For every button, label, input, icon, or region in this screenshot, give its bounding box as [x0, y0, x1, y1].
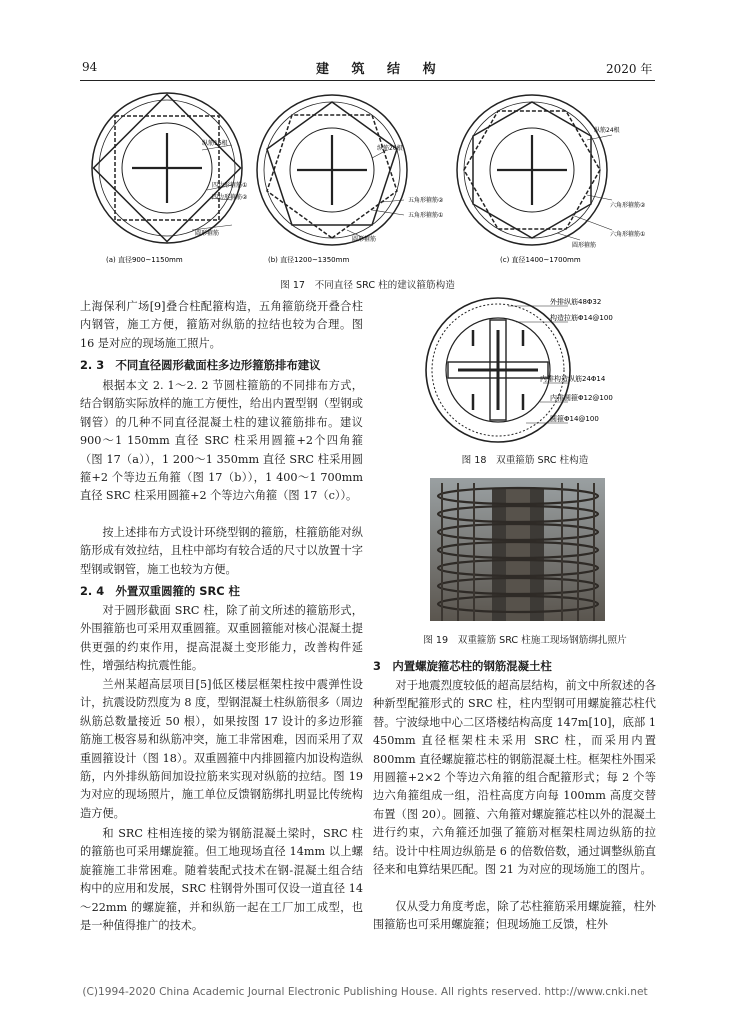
issue-year: 2020 年	[606, 62, 653, 76]
fig19-photo	[430, 478, 605, 621]
fig18-caption: 图 18 双重箍筋 SRC 柱构造	[461, 455, 589, 466]
fig17a-label-3: 圆形箍筋	[195, 230, 220, 237]
fig17a-sublabel: (a) 直径900~1150mm	[106, 256, 183, 264]
fig17c-drawing	[457, 95, 607, 245]
fig17c-label-2: 六角形箍筋①	[610, 231, 646, 238]
fig17b-label-3: 圆形箍筋	[352, 236, 377, 243]
left-para-6: 和 SRC 柱相连接的梁为钢筋混凝土梁时，SRC 柱的箍筋也可采用螺旋箍。但工地现场直径 14mm 以上螺旋箍施工非常困难。随着装配式技术在钢-混凝土组合结构中的应用和发展，SRC 柱钢骨外围可仅设一道直径 14～22mm 的螺旋箍，并和纵筋一起在工厂加工成型，也是一种值得推广的技术。	[80, 827, 363, 933]
fig17b-sublabel: (b) 直径1200~1350mm	[268, 256, 350, 264]
fig17c-label-0: 纵筋24根	[594, 127, 620, 134]
fig17b-label-0: 纵筋20根	[377, 145, 403, 152]
journal-title: 建 筑 结 构	[316, 62, 445, 77]
fig17b-label-2: 五角形箍筋①	[408, 212, 444, 219]
left-para-4: 对于圆形截面 SRC 柱，除了前文所述的箍筋形式，外围箍筋也可采用双重圆箍。双重圆箍能对核心混凝土提供更强的约束作用，提高混凝土变形能力，改善构件延性，增强结构抗震性能。	[80, 604, 363, 673]
fig17a-label-0: 纵筋16根	[202, 140, 228, 147]
figure-17	[82, 90, 657, 270]
fig17c-label-1: 六角形箍筋②	[610, 202, 646, 209]
fig19-caption: 图 19 双重箍筋 SRC 柱施工现场钢筋绑扎照片	[423, 635, 627, 646]
right-para-1: 对于地震烈度较低的超高层结构，前文中所叙述的各种新型配箍形式的 SRC 柱，柱内型钢可用螺旋箍芯柱代替。宁波绿地中心二区塔楼结构高度 147m[10]，底部 1 450mm 直径框架柱未采用 SRC 柱，而采用内置 800mm 直径螺旋箍芯柱的钢筋混凝土柱。框架柱外围采用圆箍+2×2 个等边六角箍的组合配箍形式；每 2 个等边六角箍组成一组，沿柱高度方向每 100mm 高度交替布置（图 20）。圆箍、六角箍对螺旋箍芯柱以外的混凝土进行约束，六角箍还加强了箍筋对框架柱周边纵筋的拉结。设计中柱周边纵筋是 6 的倍数倍数，通过调整纵筋直径来和电算结果匹配。图 21 为对应的现场施工的图片。	[373, 679, 656, 877]
fig18-label-4: 圆箍Φ14@100	[550, 415, 599, 423]
fig17-caption: 图 17 不同直径 SRC 柱的建议箍筋构造	[280, 280, 455, 291]
fig17c-label-3: 圆形箍筋	[572, 242, 597, 249]
fig18-leaders	[508, 306, 568, 423]
fig17c-sublabel: (c) 直径1400~1700mm	[500, 256, 581, 264]
figure-18	[418, 290, 638, 448]
fig18-label-3: 内排圆箍Φ12@100	[550, 394, 613, 402]
left-para-1: 上海保利广场[9]叠合柱配箍构造，五角箍筋绕开叠合柱内钢管，施工方便，箍筋对纵筋的拉结也较为合理。图 16 是对应的现场施工照片。	[80, 300, 363, 350]
left-para-2: 根据本文 2. 1～2. 2 节圆柱箍筋的不同排布方式，结合钢筋实际放样的施工方便性，给出内置型钢（型钢或钢管）的几种不同直径混凝土柱的建议箍筋排布。建议 900～1 150mm 直径 SRC 柱采用圆箍+2个四角箍（图 17（a）），1 200～1 350mm 直径 SRC 柱采用圆箍+2 个等边五角箍（图 17（b）），1 400～1 700mm直径 SRC 柱采用圆箍+2 个等边六角箍（图 17（c））。	[80, 379, 363, 503]
right-para-2: 仅从受力角度考虑，除了芯柱箍筋采用螺旋箍，柱外围箍筋也可采用螺旋箍；但现场施工反馈，柱外	[373, 900, 656, 932]
section-2-3-heading: 2. 3 不同直径圆形截面柱多边形箍筋排布建议	[80, 358, 321, 372]
fig17a-drawing	[92, 93, 242, 243]
section-2-4-heading: 2. 4 外置双重圆箍的 SRC 柱	[80, 584, 240, 598]
fig17b-drawing	[257, 95, 407, 245]
fig18-drawing	[426, 298, 570, 442]
fig17b-label-1: 五角形箍筋②	[408, 197, 444, 204]
fig18-label-2: 内排构造纵筋24Φ14	[540, 375, 606, 383]
fig18-label-1: 构造拉筋Φ14@100	[550, 314, 613, 322]
fig17a-label-2: 四边形箍筋②	[212, 194, 248, 201]
fig18-label-0: 外排纵筋48Φ32	[550, 298, 602, 306]
section-3-heading: 3 内置螺旋箍芯柱的钢筋混凝土柱	[373, 659, 552, 673]
copyright-footer: (C)1994-2020 China Academic Journal Electronic Publishing House. All rights reserved. http://www.cnki.net	[82, 986, 648, 998]
header-rule	[80, 80, 655, 81]
left-para-5: 兰州某超高层项目[5]低区楼层框架柱按中震弹性设计，抗震设防烈度为 8 度，型钢混凝土柱纵筋很多（周边纵筋总数量接近 50 根），如果按图 17 设计的多边形箍筋施工极容易和纵筋冲突，施工非常困难，因而采用了双重圆箍设计（图 18）。双重圆箍中内排圆箍内加设构造纵筋，内外排纵筋间加设拉筋来实现对纵筋的拉结。图 19 为对应的现场照片，施工单位反馈钢筋绑扎明显比传统构造方便。	[80, 678, 363, 820]
fig17a-label-1: 四边形箍筋①	[212, 182, 248, 189]
left-para-3: 按上述排布方式设计环绕型钢的箍筋，柱箍筋能对纵筋形成有效拉结，且柱中部均有较合适的尺寸以放置十字型钢或钢管，施工也较为方便。	[80, 526, 363, 576]
page-number: 94	[82, 60, 98, 74]
